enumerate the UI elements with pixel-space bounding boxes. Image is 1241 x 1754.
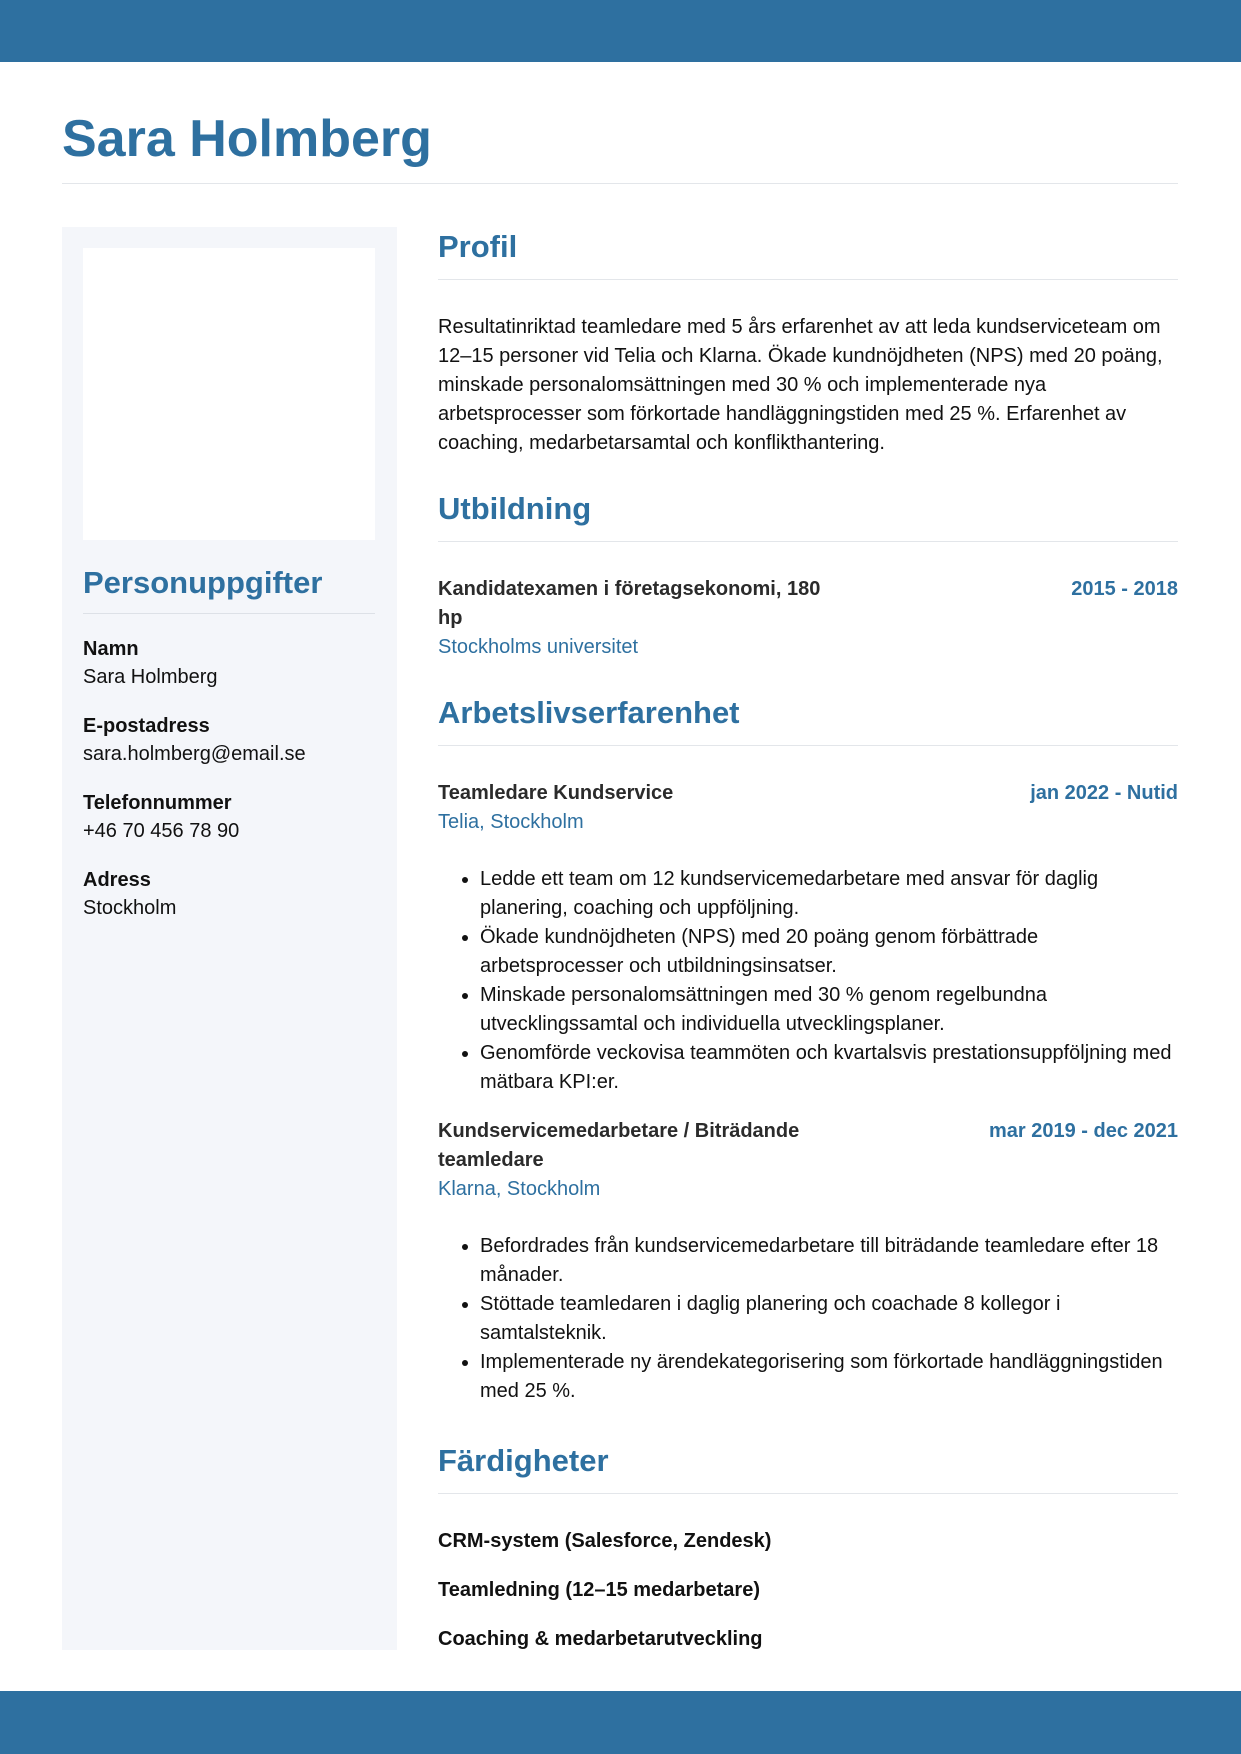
field-label: Namn bbox=[83, 638, 139, 660]
list-item: • Genomförde veckovisa teammöten och kvartalsvis prestationsuppföljning med mätbara KPI:er. bbox=[480, 1039, 1178, 1097]
field-email bbox=[83, 712, 375, 768]
list-item: • Ökade kundnöjdheten (NPS) med 20 poäng genom förbättrade arbetsprocesser och utbildningsinsatser. bbox=[480, 923, 1178, 981]
profile-text: Resultatinriktad teamledare med 5 års erfarenhet av att leda kundserviceteam om 12–15 personer vid Telia och Klarna. Ökade kundnöjdheten (NPS) med 20 poäng, minskade personalomsättningen med 30 % och implementerade nya arbetsprocesser som förkortade handläggningstiden med 25 %. Erfarenhet av coaching, medarbetarsamtal och konflikthantering. bbox=[438, 316, 1163, 454]
profile-photo-placeholder bbox=[83, 248, 375, 540]
list-item: • Implementerade ny ärendekategorisering som förkortade handläggningstiden med 25 %. bbox=[480, 1348, 1178, 1406]
personal-info-heading: Personuppgifter bbox=[83, 565, 323, 600]
entry-date: jan 2022 - Nutid bbox=[1030, 782, 1178, 804]
personal-info-list bbox=[83, 635, 375, 943]
field-label: Adress bbox=[83, 869, 151, 891]
experience-entry bbox=[438, 1117, 1178, 1406]
phone-value: +46 70 456 78 90 bbox=[83, 820, 240, 842]
list-item: • Minskade personalomsättningen med 30 % genom regelbundna utvecklingssamtal och individuella utvecklingsplaner. bbox=[480, 981, 1178, 1039]
list-item: • Ledde ett team om 12 kundservicemedarbetare med ansvar för daglig planering, coaching och uppföljning. bbox=[480, 865, 1178, 923]
entry-organization: Klarna, Stockholm bbox=[438, 1178, 601, 1200]
entry-organization: Telia, Stockholm bbox=[438, 811, 584, 833]
field-name bbox=[83, 635, 375, 691]
education-entry bbox=[438, 575, 1178, 662]
sidebar bbox=[62, 227, 397, 1650]
experience-entry bbox=[438, 779, 1178, 1097]
section-divider bbox=[438, 279, 1178, 280]
section-divider bbox=[438, 745, 1178, 746]
main-content bbox=[438, 226, 1178, 1674]
field-value: Sara Holmberg bbox=[83, 666, 218, 688]
section-divider bbox=[438, 1493, 1178, 1494]
entry-title: Kundservicemedarbetare / Biträdande teamledare bbox=[438, 1120, 800, 1171]
skill-item: CRM-system (Salesforce, Zendesk) bbox=[438, 1530, 772, 1552]
top-banner bbox=[0, 0, 1241, 62]
skills-section bbox=[438, 1440, 1178, 1654]
education-section bbox=[438, 488, 1178, 662]
entry-organization: Stockholms universitet bbox=[438, 636, 639, 658]
field-label: Telefonnummer bbox=[83, 792, 232, 814]
achievement-list bbox=[438, 1232, 1178, 1406]
profile-heading: Profil bbox=[438, 229, 518, 264]
field-address bbox=[83, 866, 375, 922]
entry-title: Teamledare Kundservice bbox=[438, 782, 674, 804]
sidebar-divider bbox=[83, 613, 375, 614]
field-phone bbox=[83, 789, 375, 845]
field-label: E-postadress bbox=[83, 715, 210, 737]
list-item: • Befordrades från kundservicemedarbetare till biträdande teamledare efter 18 månader. bbox=[480, 1232, 1178, 1290]
section-divider bbox=[438, 541, 1178, 542]
list-item: • Stöttade teamledaren i daglig planering och coachade 8 kollegor i samtalsteknik. bbox=[480, 1290, 1178, 1348]
bottom-banner bbox=[0, 1691, 1241, 1754]
entry-date: mar 2019 - dec 2021 bbox=[988, 1120, 1178, 1142]
skill-item: Coaching & medarbetarutveckling bbox=[438, 1628, 763, 1650]
email-link[interactable]: sara.holmberg@email.se bbox=[83, 743, 306, 765]
achievement-list bbox=[438, 865, 1178, 1097]
education-heading: Utbildning bbox=[438, 491, 592, 526]
header-divider bbox=[62, 183, 1178, 184]
experience-heading: Arbetslivserfarenhet bbox=[438, 695, 740, 730]
experience-section bbox=[438, 692, 1178, 1406]
entry-date: 2015 - 2018 bbox=[1071, 578, 1178, 600]
skills-heading: Färdigheter bbox=[438, 1443, 609, 1478]
page-title: Sara Holmberg bbox=[62, 110, 432, 168]
skill-item: Teamledning (12–15 medarbetare) bbox=[438, 1579, 760, 1601]
field-value: Stockholm bbox=[83, 897, 177, 919]
profile-section bbox=[438, 226, 1178, 458]
entry-title: Kandidatexamen i företagsekonomi, 180 hp bbox=[438, 578, 821, 629]
